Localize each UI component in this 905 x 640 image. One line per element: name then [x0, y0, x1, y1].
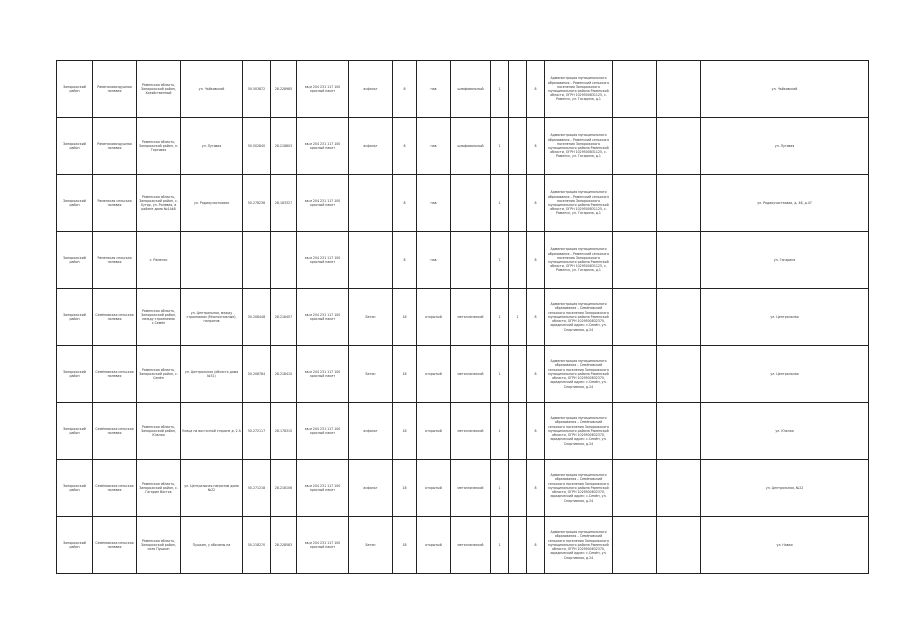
table-cell: 18: [393, 346, 417, 403]
table-cell: 28.228583: [271, 517, 297, 574]
table-cell: ул. Гагарина: [701, 232, 869, 289]
table-cell: Запорожский район: [57, 403, 93, 460]
table-cell: Администрация муниципального образования – Семёновский сельского поселения Запорожского муниципального района Раменской области, ОГРН 1029500832370, юридический адрес: с.Семён, ул. Спортивная, д.24: [545, 289, 613, 346]
table-row: [57, 61, 869, 118]
table-cell: [657, 403, 701, 460]
table-cell: 50.271218: [243, 460, 271, 517]
table-cell: Запорожский район: [57, 61, 93, 118]
table-cell: [509, 232, 527, 289]
table-cell: открытый: [417, 403, 451, 460]
table-cell: Раменская область, Запорожский район, п. Торговая: [137, 118, 181, 175]
table-cell: 8: [393, 118, 417, 175]
table-cell: 28.228985: [271, 61, 297, 118]
table-cell: Раменская сельская полевая: [93, 232, 137, 289]
table-cell: [509, 175, 527, 232]
table-cell: 28.218407: [271, 289, 297, 346]
table-cell: 8: [527, 61, 545, 118]
table-cell: [509, 403, 527, 460]
table-cell: Запорожский район: [57, 289, 93, 346]
table-cell: Раменская область, Запорожский район, с. Гагарин Восток: [137, 460, 181, 517]
table-cell: 18: [393, 460, 417, 517]
table-cell: Раменсковоздушная полевая: [93, 118, 137, 175]
table-cell: Семёновская сельская полевая: [93, 289, 137, 346]
table-cell: ул. Чайковский: [181, 61, 243, 118]
table-cell: 50.272117: [243, 403, 271, 460]
table-cell: Запорожский район: [57, 517, 93, 574]
table-cell: [613, 232, 657, 289]
table-cell: асфальт: [349, 460, 393, 517]
table-cell: ул. Южная: [701, 403, 869, 460]
table-cell: 1: [491, 460, 509, 517]
table-cell: [613, 289, 657, 346]
table-cell: 8: [393, 175, 417, 232]
table-cell: ул. Центральная, между строениями (Многоэтажные), напротив: [181, 289, 243, 346]
table-cell: Раменская область, Запорожский район, Южная: [137, 403, 181, 460]
table-cell: 1: [491, 175, 509, 232]
table-cell: 8: [393, 232, 417, 289]
table-cell: 28.178310: [271, 403, 297, 460]
table-cell: ул. Радиоучастковая, д. 46, д.47: [701, 175, 869, 232]
table-row: [57, 460, 869, 517]
table-cell: 1: [491, 232, 509, 289]
table-cell: [271, 232, 297, 289]
table-cell: ул. Центральная: [701, 346, 869, 403]
table-cell: кв.м 204 231 117 100 красный пакет: [297, 289, 349, 346]
table-cell: Запорожский район: [57, 460, 93, 517]
table-cell: 8: [527, 118, 545, 175]
table-cell: [657, 346, 701, 403]
table-cell: 8: [393, 61, 417, 118]
table-cell: ул. Чайковский: [701, 61, 869, 118]
table-cell: 50.502840: [243, 118, 271, 175]
table-cell: Администрация муниципального образования – Семёновский сельского поселения Запорожского муниципального района Раменской области, ОГРН 1029500832370, юридический адрес: с.Семён, ул. Спортивная, д.24: [545, 403, 613, 460]
table-cell: Раменская область, Запорожский район, с. Хутор, ул. Ролевая, в районе дома №4-№8: [137, 175, 181, 232]
table-cell: 8: [527, 517, 545, 574]
table-row: [57, 346, 869, 403]
table-cell: [657, 232, 701, 289]
table-cell: 8: [527, 460, 545, 517]
table-cell: открытый: [417, 289, 451, 346]
table-cell: 8: [527, 232, 545, 289]
table-cell: шлифовальный: [451, 118, 491, 175]
table-cell: [451, 232, 491, 289]
table-cell: [613, 118, 657, 175]
table-cell: ул. Центральная, №22: [701, 460, 869, 517]
table-cell: Администрация муниципального образования – Семёновский сельского поселения Запорожского муниципального района Раменской области, ОГРН 1029500832370, юридический адрес: с.Семён, ул. Спортивная, д.24: [545, 517, 613, 574]
table-cell: [509, 460, 527, 517]
table-row: [57, 517, 869, 574]
table-cell: Раменсковоздушная полевая: [93, 61, 137, 118]
table-cell: 50.218270: [243, 517, 271, 574]
table-cell: Пушкин, у обочины на: [181, 517, 243, 574]
table-cell: ул. Радиоучастковая: [181, 175, 243, 232]
table-cell: 28.218410: [271, 346, 297, 403]
table-cell: открытый: [417, 346, 451, 403]
table-cell: открытый: [417, 460, 451, 517]
table-cell: Раменская область, Запорожский район, Хозяйственный: [137, 61, 181, 118]
table-cell: [349, 175, 393, 232]
table-cell: [181, 232, 243, 289]
table-cell: ул. Новая: [701, 517, 869, 574]
table-cell: металлический: [451, 346, 491, 403]
table-cell: Администрация муниципального образования – Семёновский сельского поселения Запорожского муниципального района Раменской области, ОГРН 1029500832370, юридический адрес: с.Семён, ул. Спортивная, д.24: [545, 346, 613, 403]
table-cell: [657, 289, 701, 346]
table-cell: Администрация муниципального образования – Раменский сельского поселения Запорожского муниципального района Раменской области, ОГРН 1029500831125, с. Раменск, ул. Гагарина, д.1: [545, 61, 613, 118]
table-cell: [451, 175, 491, 232]
table-cell: Администрация муниципального образования – Раменский сельского поселения Запорожского муниципального района Раменской области, ОГРН 1029500831125, с. Раменск, ул. Гагарина, д.1: [545, 175, 613, 232]
table-cell: кв.м 204 231 117 100 красный пакет: [297, 175, 349, 232]
table-cell: асфальт: [349, 118, 393, 175]
table-cell: 50.208448: [243, 289, 271, 346]
table-cell: [509, 346, 527, 403]
table-cell: ул. Луговая: [181, 118, 243, 175]
table-row: [57, 232, 869, 289]
table-cell: 8: [527, 289, 545, 346]
table-cell: с. Раменск: [137, 232, 181, 289]
table-cell: 1: [491, 346, 509, 403]
table-cell: 8: [527, 346, 545, 403]
table-cell: 1: [491, 517, 509, 574]
table-cell: Раменская область, Запорожский район, село Пушкин: [137, 517, 181, 574]
table-cell: [509, 61, 527, 118]
table-cell: Администрация муниципального образования – Раменский сельского поселения Запорожского муниципального района Раменской области, ОГРН 1029500831125, с. Раменск, ул. Гагарина, д.1: [545, 232, 613, 289]
table-row: [57, 289, 869, 346]
table-cell: Семёновская сельская полевая: [93, 460, 137, 517]
table-cell: [657, 61, 701, 118]
table-cell: Улица на восточной стороне д. 2 А: [181, 403, 243, 460]
table-cell: [613, 403, 657, 460]
table-row: [57, 118, 869, 175]
table-cell: 1: [491, 403, 509, 460]
table-cell: 8: [527, 175, 545, 232]
table-cell: пав: [417, 61, 451, 118]
table-cell: асфальт: [349, 403, 393, 460]
table-cell: ул. Центральная напротив дома №22: [181, 460, 243, 517]
table-cell: [613, 460, 657, 517]
table-cell: металлический: [451, 460, 491, 517]
table-cell: асфальт: [349, 61, 393, 118]
table-cell: кв.м 204 231 117 100 красный пакет: [297, 118, 349, 175]
table-cell: [243, 232, 271, 289]
table-cell: Бетон: [349, 517, 393, 574]
table-cell: шлифовальный: [451, 61, 491, 118]
table-cell: 28.183327: [271, 175, 297, 232]
registry-table: [56, 60, 869, 574]
table-cell: Запорожский район: [57, 175, 93, 232]
table-cell: открытый: [417, 517, 451, 574]
table-cell: пав: [417, 175, 451, 232]
table-cell: Администрация муниципального образования – Семёновский сельского поселения Запорожского муниципального района Раменской области, ОГРН 1029500832370, юридический адрес: с.Семён, ул. Спортивная, д.24: [545, 460, 613, 517]
table-cell: 1: [491, 289, 509, 346]
table-cell: Запорожский район: [57, 346, 93, 403]
table-cell: ул. Центральная: [701, 289, 869, 346]
table-cell: [349, 232, 393, 289]
table-cell: 50.278236: [243, 175, 271, 232]
table-cell: 1: [509, 289, 527, 346]
table-cell: Семёновская сельская полевая: [93, 517, 137, 574]
table-cell: Запорожский район: [57, 118, 93, 175]
table-cell: [657, 118, 701, 175]
table-cell: [657, 460, 701, 517]
table-cell: кв.м 204 231 117 100 красный пакет: [297, 517, 349, 574]
table-cell: Администрация муниципального образования – Раменский сельского поселения Запорожского муниципального района Раменской области, ОГРН 1029500831125, с. Раменск, ул. Гагарина, д.1: [545, 118, 613, 175]
table-cell: Бетон: [349, 346, 393, 403]
table-cell: 18: [393, 517, 417, 574]
table-cell: 1: [491, 61, 509, 118]
table-cell: металлический: [451, 517, 491, 574]
table-cell: 8: [527, 403, 545, 460]
table-cell: [657, 517, 701, 574]
table-cell: 18: [393, 289, 417, 346]
table-cell: 50.503872: [243, 61, 271, 118]
table-cell: металлический: [451, 289, 491, 346]
table-cell: кв.м 204 231 117 100 красный пакет: [297, 403, 349, 460]
table-cell: Раменская сельская полевая: [93, 175, 137, 232]
table-cell: кв.м 204 231 117 100 красный пакет: [297, 460, 349, 517]
table-cell: [613, 517, 657, 574]
table-cell: [613, 61, 657, 118]
table-row: [57, 403, 869, 460]
table-cell: [657, 175, 701, 232]
table-cell: 28.218803: [271, 118, 297, 175]
table-cell: [613, 346, 657, 403]
table-cell: [509, 517, 527, 574]
table-cell: кв.м 204 231 117 100 красный пакет: [297, 346, 349, 403]
table-cell: пав: [417, 118, 451, 175]
table-row: [57, 175, 869, 232]
table-cell: 1: [491, 118, 509, 175]
table-cell: 18: [393, 403, 417, 460]
table-cell: Семёновская сельская полевая: [93, 346, 137, 403]
table-cell: кв.м 204 231 117 100 красный пакет: [297, 61, 349, 118]
table-cell: Раменская область, Запорожский район, с. Семён: [137, 346, 181, 403]
table-cell: 50.208784: [243, 346, 271, 403]
table-cell: ул. Центральная (область дома №31): [181, 346, 243, 403]
table-cell: пав: [417, 232, 451, 289]
table-cell: [509, 118, 527, 175]
table-cell: [613, 175, 657, 232]
table-cell: Бетон: [349, 289, 393, 346]
table-cell: Запорожский район: [57, 232, 93, 289]
table-cell: Семёновская сельская полевая: [93, 403, 137, 460]
table-cell: кв.м 204 231 117 100 красный пакет: [297, 232, 349, 289]
table-cell: металлический: [451, 403, 491, 460]
table-cell: ул. Луговая: [701, 118, 869, 175]
table-cell: 28.218106: [271, 460, 297, 517]
table-cell: Раменская область, Запорожский район, между строениями с.Семён: [137, 289, 181, 346]
